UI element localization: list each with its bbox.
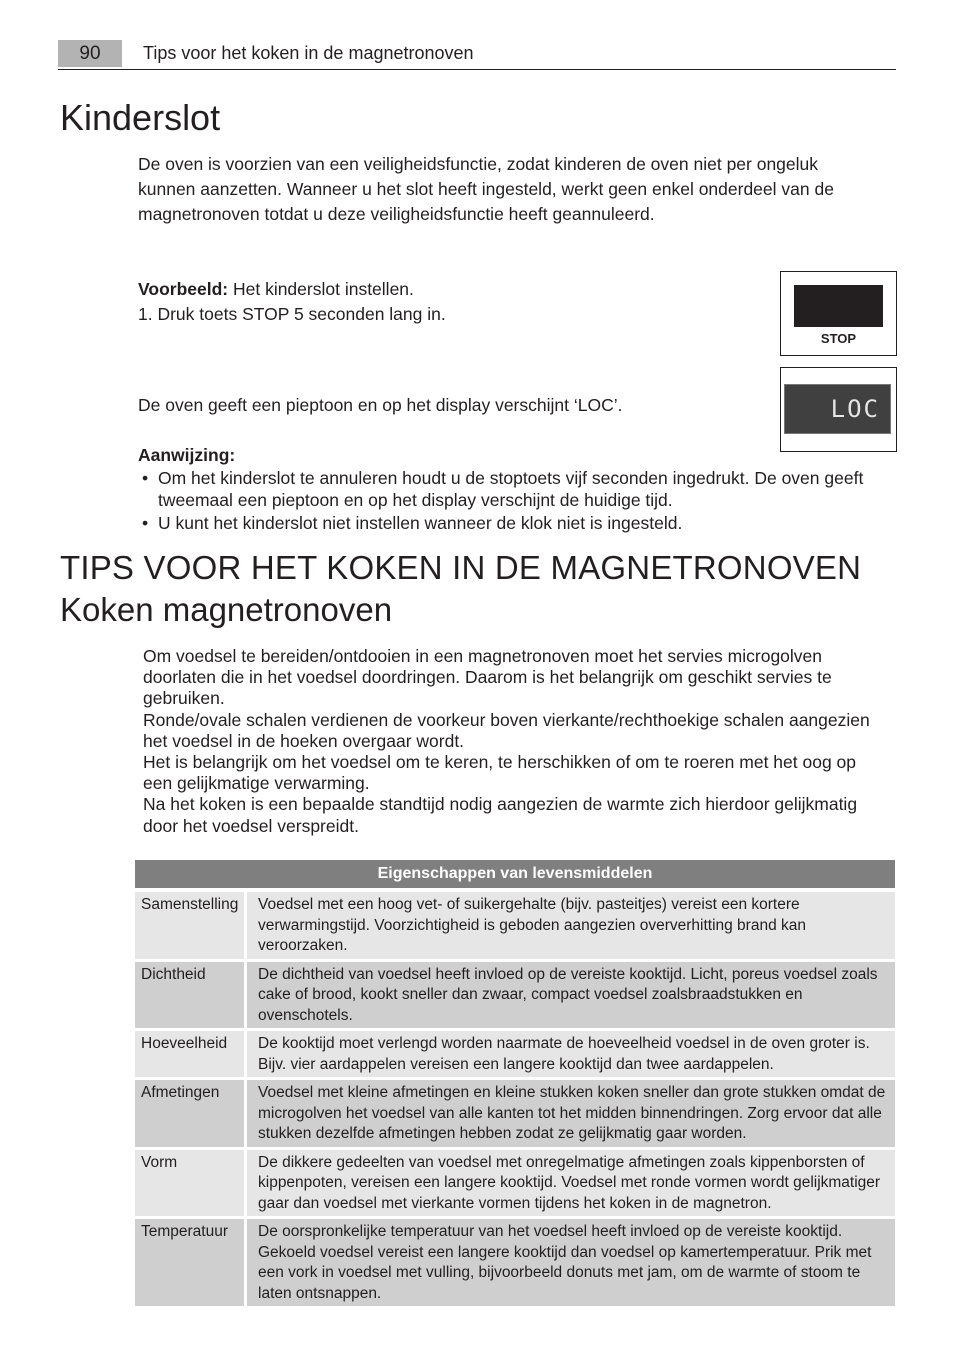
row-label: Dichtheid xyxy=(135,962,244,1029)
row-description: De oorspronkelijke temperatuur van het voedsel heeft invloed op de vereiste kooktijd. Gekoeld voedsel vereist een langere kooktijd dan voedsel op kamertemperatuur. Prik met een vork in voedsel met vulling, bijvoorbeeld donuts met jam, om de warmte of stoom te laten ontsnappen. xyxy=(247,1219,895,1306)
display-panel xyxy=(784,384,891,434)
example-line xyxy=(138,277,738,302)
note-title: Aanwijzing: xyxy=(138,445,236,465)
section-subtitle: Koken magnetronoven xyxy=(60,591,393,628)
row-label: Afmetingen xyxy=(135,1080,244,1147)
paragraph: Om voedsel te bereiden/ontdooien in een magnetronoven moet het servies microgolven doorlaten die in het voedsel doordringen. Daarom is het belangrijk om geschikt servies te gebruiken. xyxy=(143,646,832,709)
running-title: Tips voor het koken in de magnetronoven xyxy=(143,43,474,63)
display-panel xyxy=(794,285,883,327)
stop-button-label: STOP xyxy=(820,331,857,346)
kinderslot-title: Kinderslot xyxy=(60,97,221,138)
food-properties-table xyxy=(135,860,895,1309)
row-description: De dikkere gedeelten van voedsel met onregelmatige afmetingen zoals kippenborsten of kippenpoten, vereisen een langere kooktijd. Voedsel met ronde vormen wordt gelijkmatiger gaar dan voedsel met vierkante vormen tijdens het koken in de magnetron. xyxy=(247,1150,895,1217)
table-row xyxy=(135,962,895,1029)
row-label: Vorm xyxy=(135,1150,244,1217)
list-item: • Om het kinderslot te annuleren houdt u de stoptoets vijf seconden ingedrukt. De oven geeft tweemaal een pieptoon en op het display verschijnt de huidige tijd. xyxy=(142,467,882,511)
table-row xyxy=(135,1150,895,1217)
row-description: Voedsel met kleine afmetingen en kleine stukken koken sneller dan grote stukken omdat de microgolven het voedsel van alle kanten tot het midden binnendringen. Zorg ervoor dat alle stukken dezelfde afmetingen hebben zodat ze gelijkmatig gaar worden. xyxy=(247,1080,895,1147)
stop-button-illustration xyxy=(780,271,897,356)
row-label: Temperatuur xyxy=(135,1219,244,1306)
list-item: • U kunt het kinderslot niet instellen wanneer de klok niet is ingesteld. xyxy=(142,512,882,534)
row-description: De kooktijd moet verlengd worden naarmate de hoeveelheid voedsel in de oven groter is. Bijv. vier aardappelen vereisen een langere kooktijd dan twee aardappelen. xyxy=(247,1031,895,1077)
row-description: De dichtheid van voedsel heeft invloed op de vereiste kooktijd. Licht, poreus voedsel zoals cake of brood, kookt sneller dan zwaar, compact voedsel zoalsbraadstukken en ovenschotels. xyxy=(247,962,895,1029)
loc-display-illustration xyxy=(780,367,897,452)
table-row xyxy=(135,1219,895,1306)
header-rule xyxy=(58,69,896,70)
table-row xyxy=(135,1031,895,1077)
table-header: Eigenschappen van levensmiddelen xyxy=(135,860,895,888)
kinderslot-intro: De oven is voorzien van een veiligheidsfunctie, zodat kinderen de oven niet per ongeluk kunnen aanzetten. Wanneer u het slot heeft ingesteld, werkt geen enkel onderdeel van de magnetronoven totdat u deze veiligheidsfunctie heeft geannuleerd. xyxy=(138,154,834,224)
result-text: De oven geeft een pieptoon en op het display verschijnt ‘LOC’. xyxy=(138,395,623,415)
example-text: Het kinderslot instellen. xyxy=(228,279,414,299)
section-title: TIPS VOOR HET KOKEN IN DE MAGNETRONOVEN xyxy=(60,549,862,586)
row-description: Voedsel met een hoog vet- of suikergehalte (bijv. pasteitjes) vereist een kortere verwarmingstijd. Voorzichtigheid is geboden aangezien oververhitting brand kan veroorzaken. xyxy=(247,892,895,959)
row-label: Hoeveelheid xyxy=(135,1031,244,1077)
table-row xyxy=(135,892,895,959)
koken-text xyxy=(143,646,883,837)
paragraph: Na het koken is een bepaalde standtijd nodig aangezien de warmte zich hierdoor gelijkmatig door het voedsel verspreidt. xyxy=(143,794,858,836)
step-1: 1. Druk toets STOP 5 seconden lang in. xyxy=(138,304,446,324)
page-number: 90 xyxy=(58,40,122,67)
table-row xyxy=(135,1080,895,1147)
paragraph: Ronde/ovale schalen verdienen de voorkeur boven vierkante/rechthoekige schalen aangezien het voedsel in de hoeken overgaar wordt. xyxy=(143,709,870,751)
note-list xyxy=(142,467,882,535)
display-text: LOC xyxy=(830,395,880,423)
row-label: Samenstelling xyxy=(135,892,244,959)
paragraph: Het is belangrijk om het voedsel om te keren, te herschikken of om te roeren met het oog op een gelijkmatige verwarming. xyxy=(143,752,857,794)
example-label: Voorbeeld: xyxy=(138,279,229,299)
